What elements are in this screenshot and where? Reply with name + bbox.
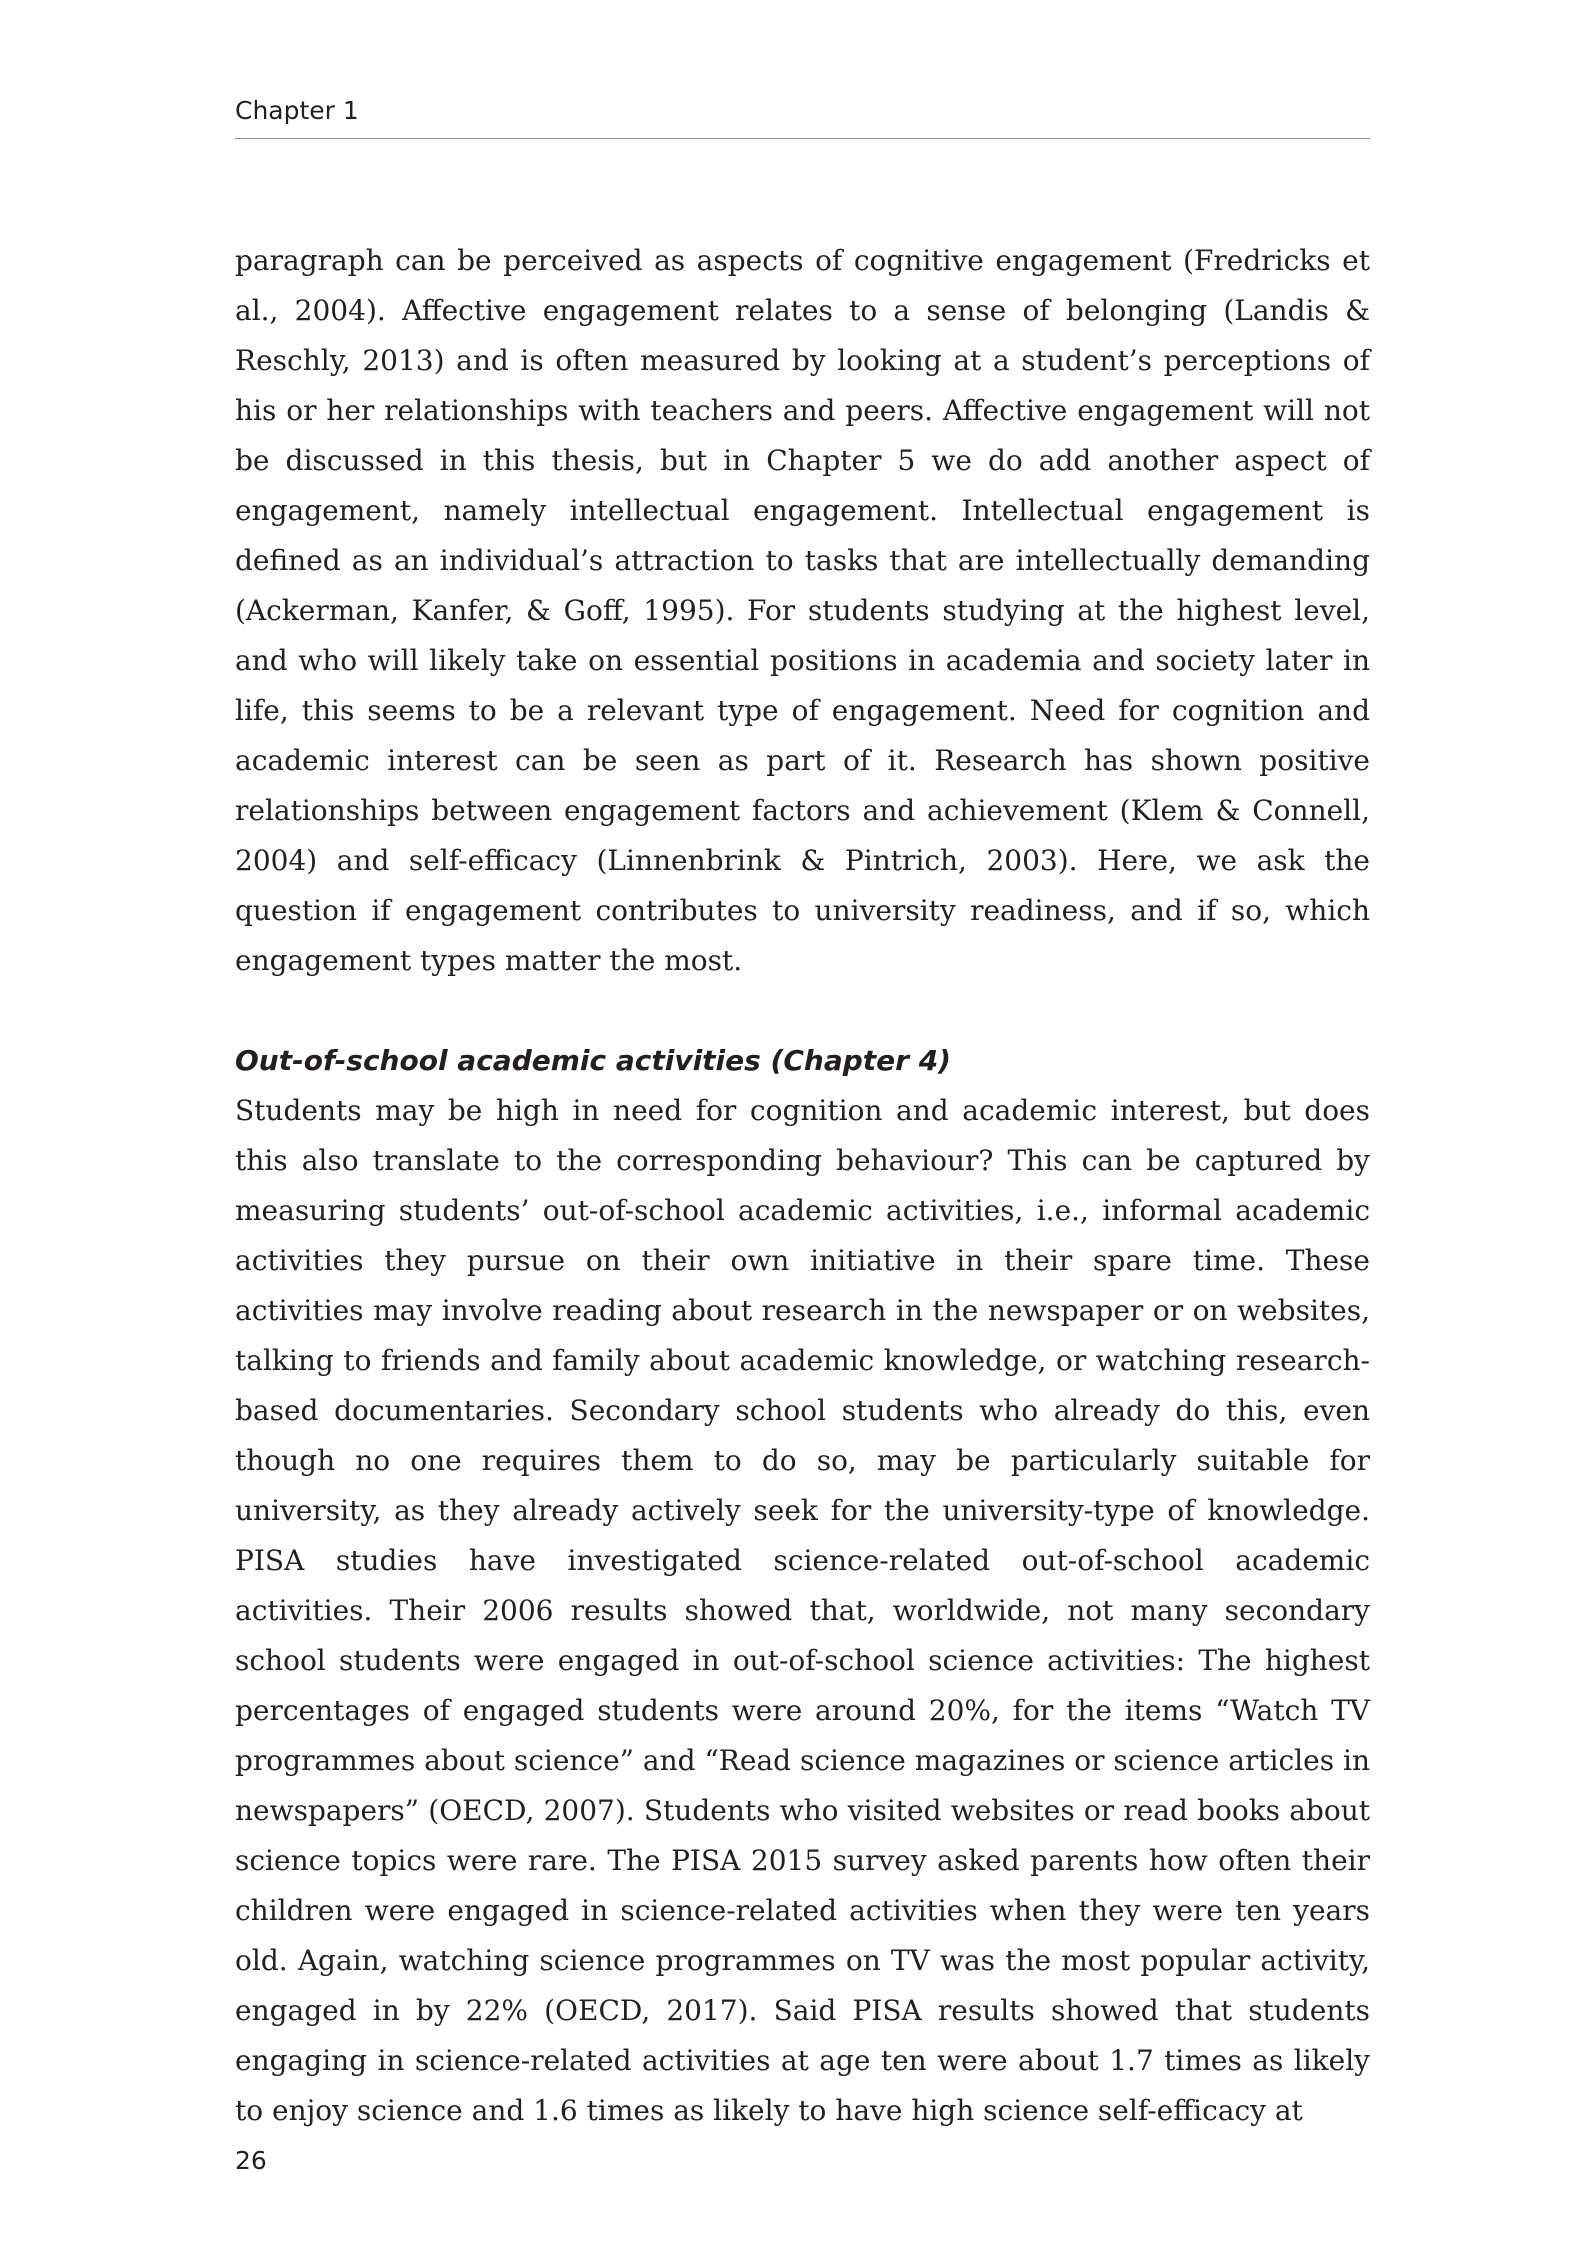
paragraph-out-of-school-activities: Students may be high in need for cognition and academic interest, but does this also translate to the corresponding behaviour? This can be captured by measuring students’ out-of-school academic activities, i.e., informal academic activities they pursue on their own initiative in their spare time. These activities may involve reading about research in the newspaper or on websites, talking to friends and family about academic knowledge, or watching research-based documentaries. Secondary school students who already do this, even though no one requires them to do so, may be particularly suitable for university, as they already actively seek for the university-type of knowledge. PISA studies have investigated science-related out-of-school academic activities. Their 2006 results showed that, worldwide, not many secondary school students were engaged in out-of-school science activities: The highest percentages of engaged students were around 20%, for the items “Watch TV programmes about science” and “Read science magazines or science articles in newspapers” (OECD, 2007). Students who visited websites or read books about science topics were rare. The PISA 2015 survey asked parents how often their children were engaged in science-related activities when they were ten years old. Again, watching science programmes on TV was the most popular activity, engaged in by 22% (OECD, 2017). Said PISA results showed that students engaging in science-related activities at age ten were about 1.7 times as likely to enjoy science and 1.6 times as likely to have high science self-efficacy at: [235, 1094, 1370, 2127]
section-heading: Out-of-school academic activities (Chapter 4): [235, 1044, 951, 1077]
header-divider: [235, 138, 1370, 139]
body-text: [235, 236, 1370, 2136]
page-number: 26: [235, 2146, 267, 2175]
running-header: Chapter 1: [235, 96, 359, 125]
paragraph-engagement: paragraph can be perceived as aspects of cognitive engagement (Fredricks et al., 2004). Affective engagement relates to a sense of belonging (Landis & Reschly, 2013) and is often measured by looking at a student’s perceptions of his or her relationships with teachers and peers. Affective engagement will not be discussed in this thesis, but in Chapter 5 we do add another aspect of engagement, namely intellectual engagement. Intellectual engagement is defined as an individual’s attraction to tasks that are intellectually demanding (Ackerman, Kanfer, & Goff, 1995). For students studying at the highest level, and who will likely take on essential positions in academia and society later in life, this seems to be a relevant type of engagement. Need for cognition and academic interest can be seen as part of it. Research has shown positive relationships between engagement factors and achievement (Klem & Connell, 2004) and self-efficacy (Linnenbrink & Pintrich, 2003). Here, we ask the question if engagement contributes to university readiness, and if so, which engagement types matter the most.: [235, 244, 1370, 977]
